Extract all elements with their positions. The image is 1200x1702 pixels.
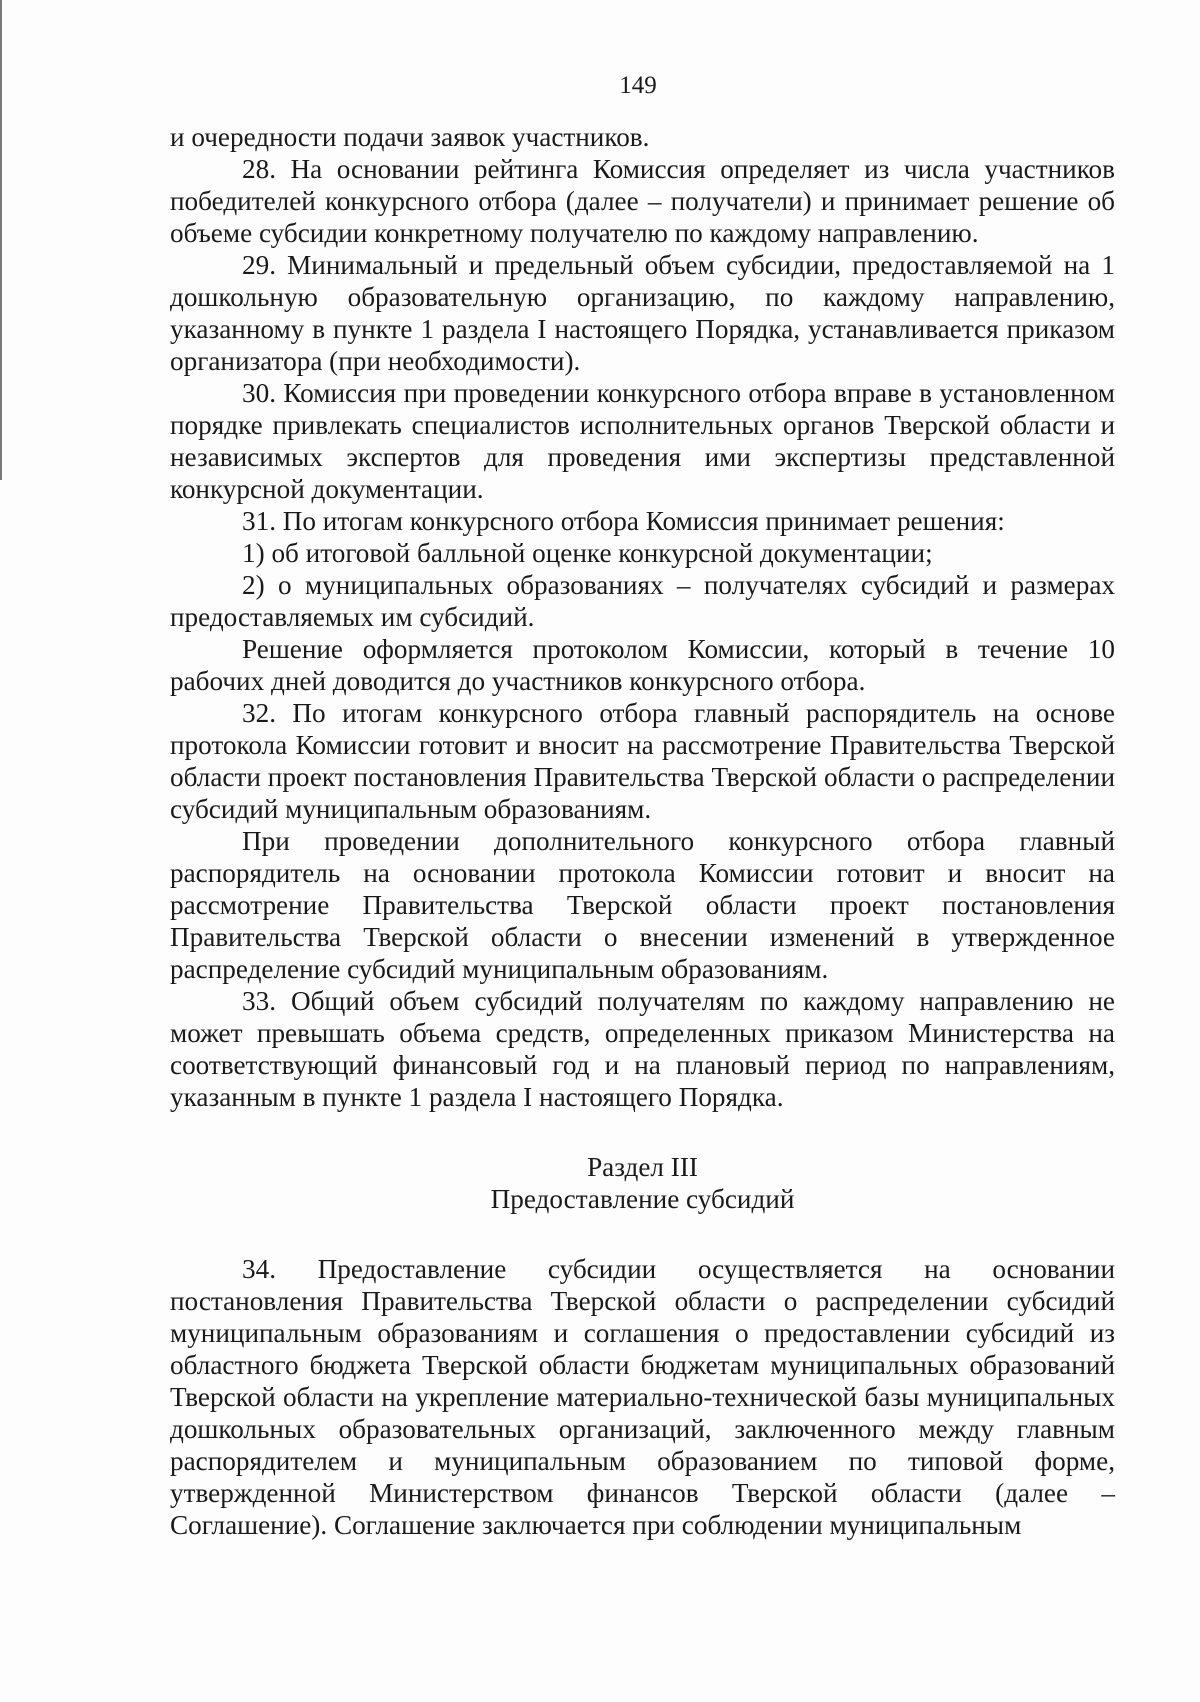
paragraph-32: 32. По итогам конкурсного отбора главный распорядитель на основе протокола Комиссии готовит и вносит на рассмотрение Правительства Тверской области проект постановления Правительства Тверской области о распределении субсидий муниципальным образованиям. [170,698,1115,824]
page-number: 149 [619,72,657,99]
section-title: Предоставление субсидий [490,1184,795,1214]
paragraph-32-additional: При проведении дополнительного конкурсного отбора главный распорядитель на основании протокола Комиссии готовит и вносит на рассмотрение Правительства Тверской области проект постановления Правительства Тверской области о внесении изменений в утвержденное распределение субсидий муниципальным образованиям. [170,826,1115,984]
paragraph-decision: Решение оформляется протоколом Комиссии, который в течение 10 рабочих дней доводится до участников конкурсного отбора. [170,634,1115,696]
paragraph-31-item-1: 1) об итоговой балльной оценке конкурсной документации; [242,538,933,568]
paragraph-30: 30. Комиссия при проведении конкурсного отбора вправе в установленном порядке привлекать специалистов исполнительных органов Тверской области и независимых экспертов для проведения ими экспертизы представленной конкурсной документации. [170,378,1115,504]
paragraph-31: 31. По итогам конкурсного отбора Комиссия принимает решения: [242,506,1005,536]
paragraph-33: 33. Общий объем субсидий получателям по каждому направлению не может превышать объема средств, определенных приказом Министерства на соответствующий финансовый год и на плановый период по направлениям, указанным в пункте 1 раздела I настоящего Порядка. [170,986,1115,1112]
paragraph-34: 34. Предоставление субсидии осуществляется на основании постановления Правительства Тверской области о распределении субсидий муниципальным образованиям и соглашения о предоставлении субсидий из областного бюджета Тверской области бюджетам муниципальных образований Тверской области на укрепление материально-технической базы муниципальных дошкольных образовательных организаций, заключенного между главным распорядителем и муниципальным образованием по типовой форме, утвержденной Министерством финансов Тверской области (далее – Соглашение). Соглашение заключается при соблюдении муниципальным [170,1254,1115,1540]
paragraph-31-item-2: 2) о муниципальных образованиях – получателях субсидий и размерах предоставляемых им субсидий. [170,570,1115,632]
section-number: Раздел III [587,1152,698,1182]
paragraph-28: 28. На основании рейтинга Комиссия определяет из числа участников победителей конкурсного отбора (далее – получатели) и принимает решение об объеме субсидии конкретному получателю по каждому направлению. [170,154,1115,248]
paragraph-continuation: и очередности подачи заявок участников. [170,122,650,152]
document-body [170,121,1115,1541]
paragraph-29: 29. Минимальный и предельный объем субсидии, предоставляемой на 1 дошкольную образовательную организацию, по каждому направлению, указанному в пункте 1 раздела I настоящего Порядка, устанавливается приказом организатора (при необходимости). [170,250,1115,376]
